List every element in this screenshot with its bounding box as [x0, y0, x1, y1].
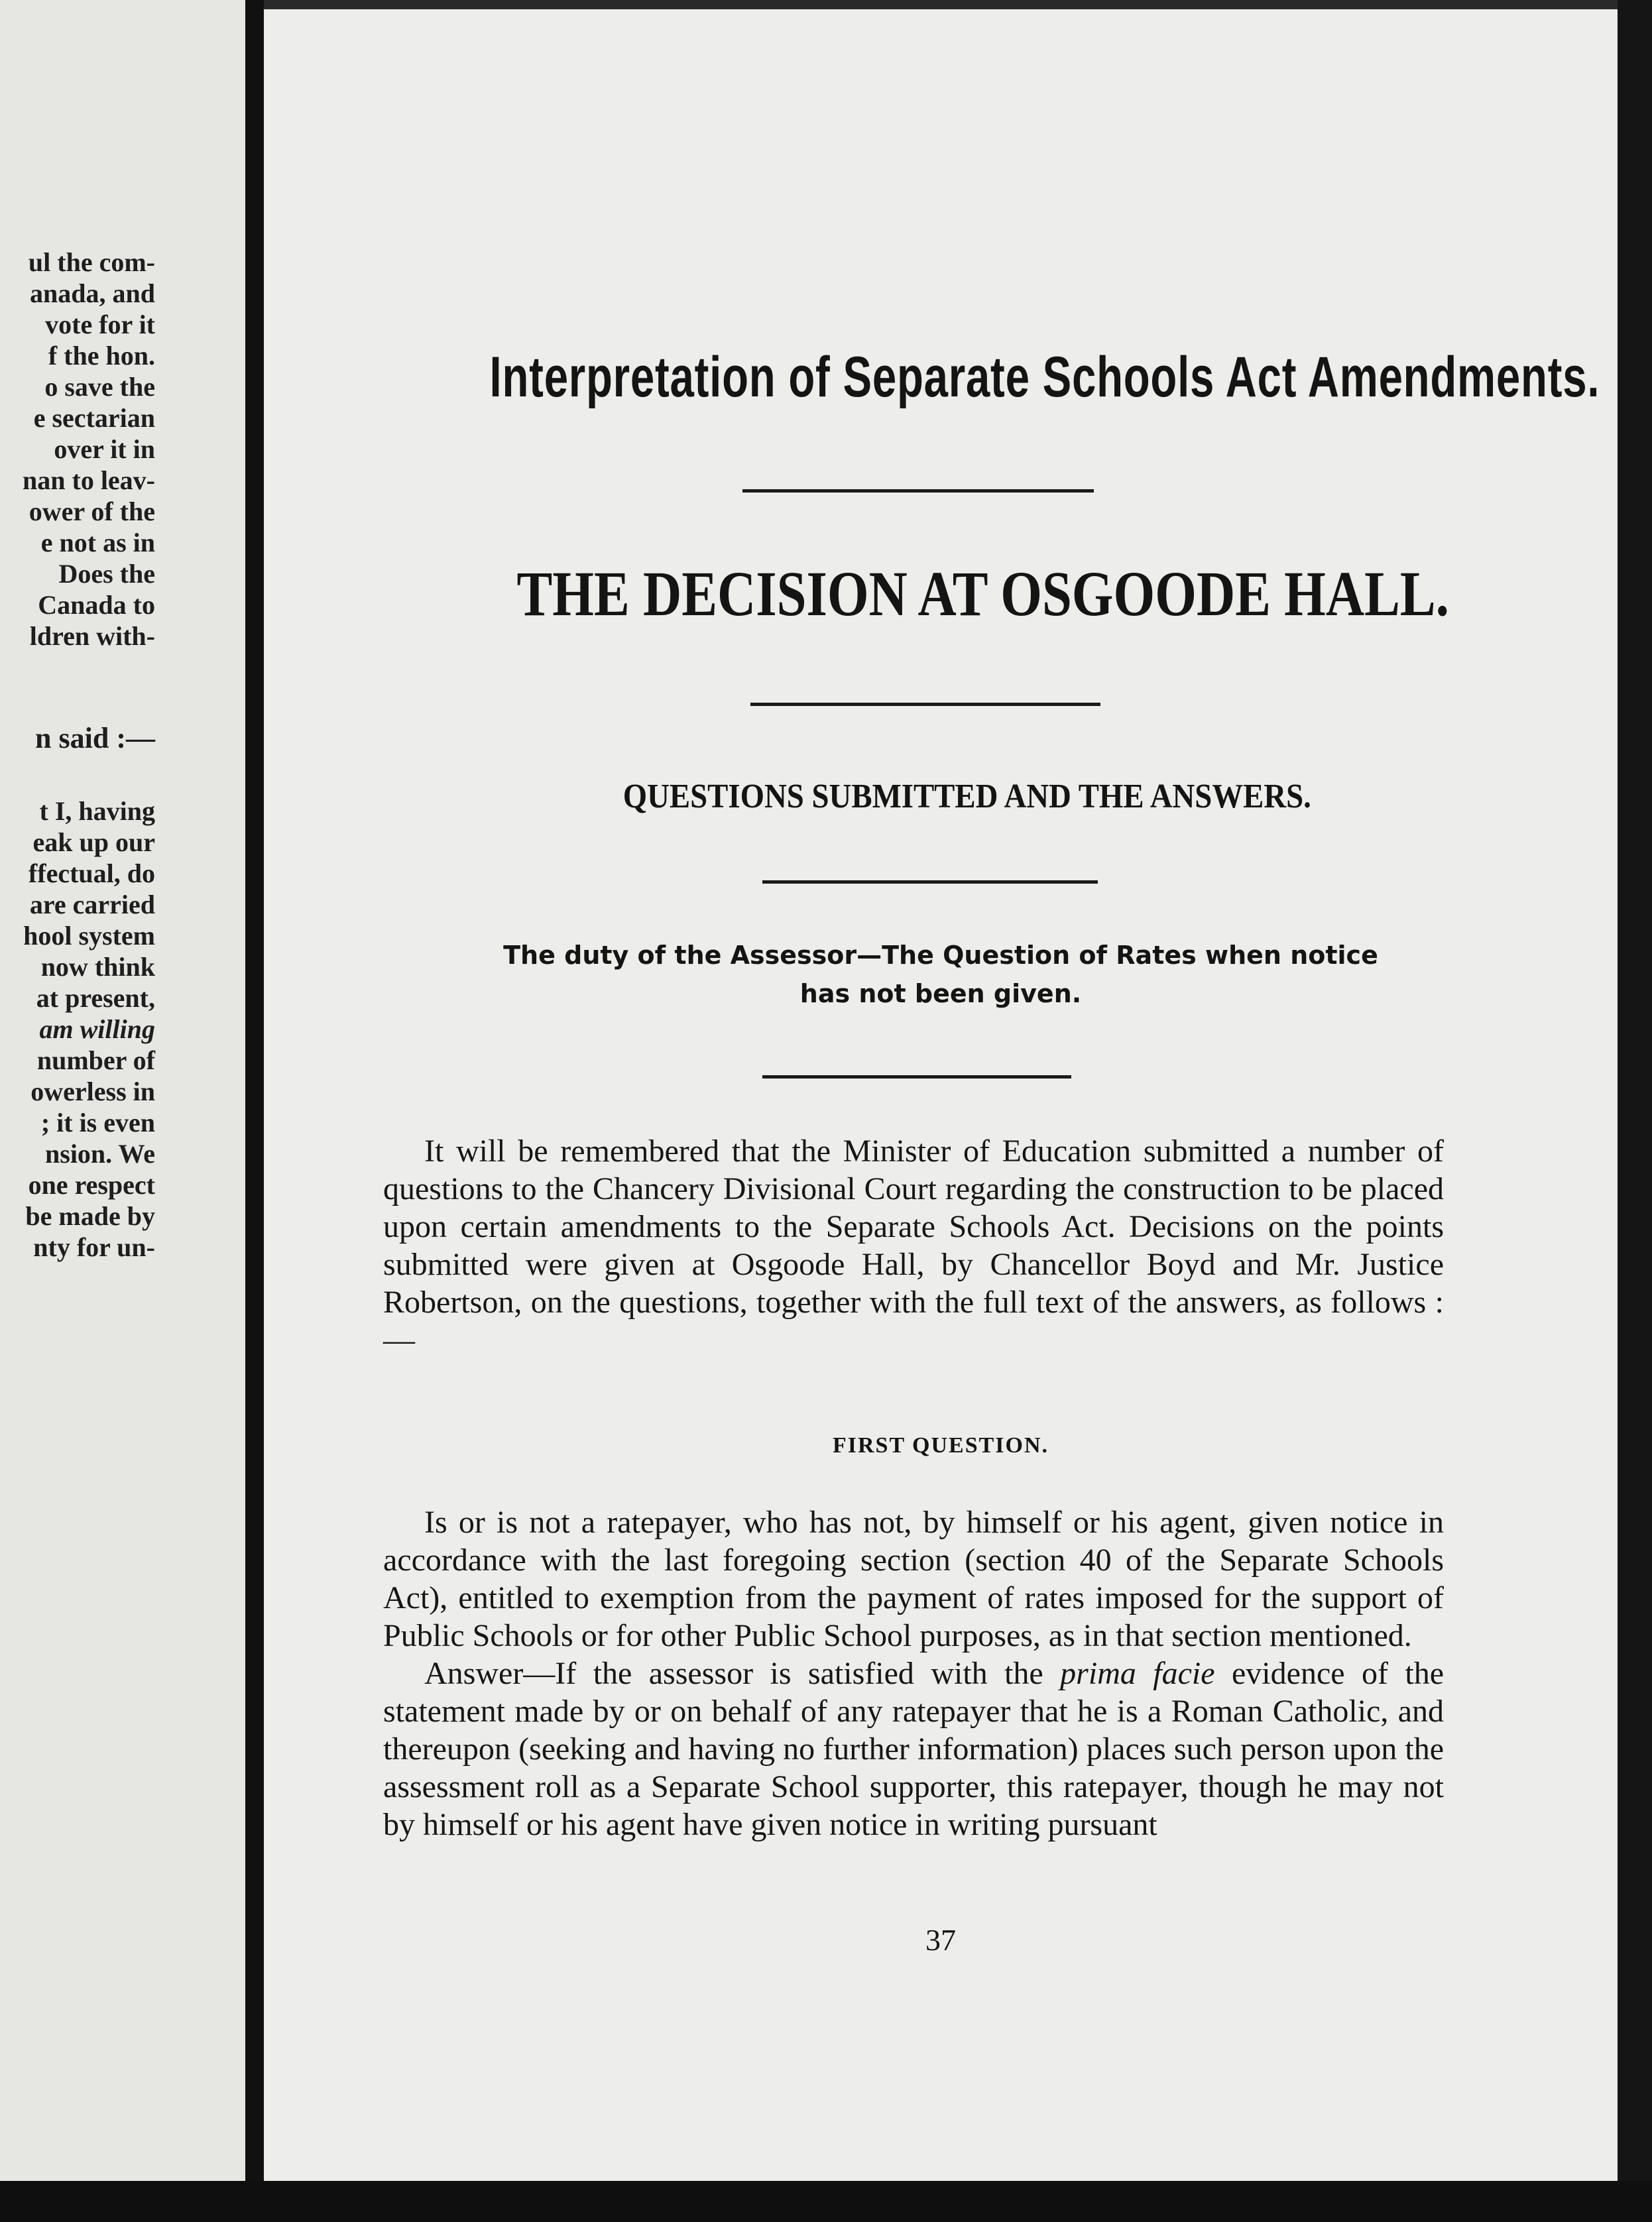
answer-paragraph: [383, 1655, 1444, 1843]
left-line: are carried: [29, 890, 155, 919]
question-heading: FIRST QUESTION.: [832, 1433, 1049, 1458]
left-line: at present,: [36, 983, 155, 1013]
left-line: nan to leav-: [23, 465, 155, 495]
left-line: o save the: [44, 372, 155, 402]
left-line: ; it is even: [40, 1108, 155, 1138]
answer-rest: evidence of the statement made by or on behalf of any ratepayer that he is a Roman Catholic, and thereupon (seeking and having no further information) places such person upon the assessment roll as a Separate School supporter, this ratepayer, though he may not by himself or his agent have given notice in writing pursuant: [383, 1656, 1445, 1842]
subtitle: QUESTIONS SUBMITTED AND THE ANSWERS.: [622, 778, 1311, 815]
left-line: e sectarian: [33, 403, 155, 433]
divider-rule: [750, 703, 1100, 706]
left-line: ldren with-: [29, 621, 155, 651]
left-line: nsion. We: [45, 1139, 155, 1169]
page-gutter: [245, 0, 264, 2181]
left-line: number of: [36, 1045, 155, 1075]
left-line: hool system: [23, 921, 155, 951]
deck-line: The duty of the Assessor—The Question of Rates when notice: [503, 941, 1378, 970]
left-line: over it in: [54, 434, 155, 464]
right-page: [264, 0, 1618, 2181]
page-number: 37: [925, 1923, 956, 1957]
page-title: Interpretation of Separate Schools Act Amendments.: [489, 345, 1600, 409]
left-line: eak up our: [32, 827, 155, 857]
left-line: am willing: [39, 1014, 155, 1044]
left-line: be made by: [25, 1201, 155, 1231]
intro-paragraph-block: [383, 1132, 1444, 1359]
left-page-fragment: [0, 0, 245, 2181]
question-paragraph: Is or is not a ratepayer, who has not, by himself or his agent, given notice in accordance with the last foregoing section (section 40 of the Separate Schools Act), entitled to exemption from the payment of rates imposed for the support of Public Schools or for other Public School purposes, as in that section mentioned.: [383, 1505, 1444, 1653]
left-line: f the hon.: [48, 341, 155, 371]
left-line: anada, and: [30, 278, 155, 308]
divider-rule: [762, 1075, 1071, 1079]
left-line: ffectual, do: [28, 858, 155, 888]
divider-rule: [762, 880, 1098, 884]
left-line: nty for un-: [33, 1232, 155, 1262]
left-line: Canada to: [38, 590, 155, 620]
headline: THE DECISION AT OSGOODE HALL.: [516, 558, 1449, 629]
scan-border-bottom: [0, 2181, 1652, 2222]
answer-start: Answer—If the assessor is satisfied with the: [424, 1656, 1043, 1691]
deck-subheading: [264, 936, 1618, 1013]
top-edge: [264, 0, 1618, 9]
intro-paragraph: It will be remembered that the Minister of Education submitted a number of questions to the Chancery Divisional Court regarding the construction to be placed upon certain amendments to the Separate Schools Act. Decisions on the points submitted were given at Osgoode Hall, by Chancellor Boyd and Mr. Justice Robertson, on the questions, together with the full text of the answers, as follows :—: [383, 1134, 1444, 1358]
left-line: one respect: [28, 1170, 155, 1200]
deck-line: has not been given.: [799, 979, 1082, 1008]
left-line: now think: [40, 952, 155, 982]
left-line: e not as in: [40, 528, 155, 557]
left-line: ower of the: [29, 497, 155, 526]
left-line: t I, having: [39, 796, 155, 826]
divider-rule: [742, 489, 1094, 493]
answer-italic-term: prima facie: [1060, 1656, 1215, 1691]
left-line: ul the com-: [28, 247, 155, 277]
question-block: [383, 1503, 1444, 1843]
left-line: n said :—: [35, 722, 155, 754]
scan-border-right: [1618, 0, 1652, 2222]
left-line: vote for it: [45, 310, 155, 339]
left-line: owerless in: [30, 1077, 155, 1106]
left-line: Does the: [58, 559, 155, 589]
